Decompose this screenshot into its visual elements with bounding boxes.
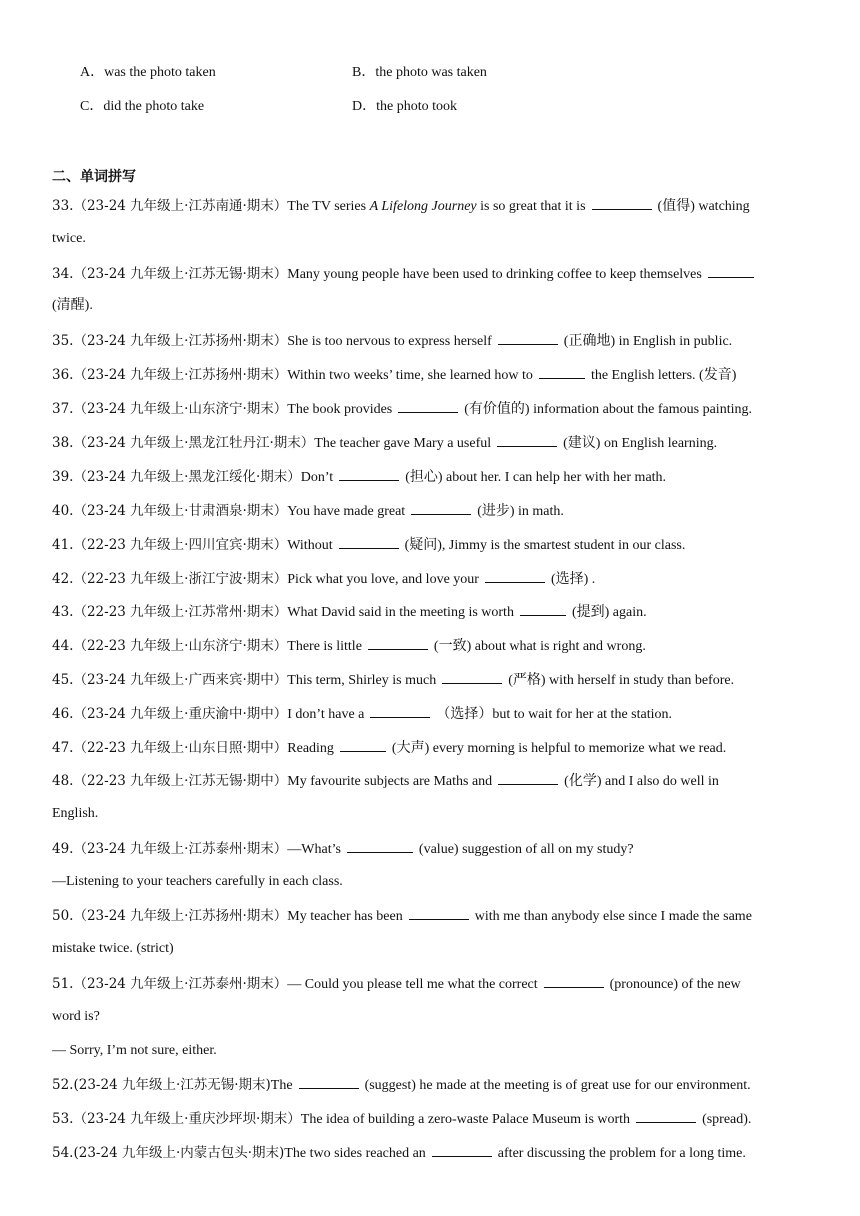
answer-blank[interactable] (347, 838, 413, 853)
question-33: 33.（23-24 九年级上·江苏南通·期末）The TV series A Lifelong Journey is so great that it is (值得) watching (52, 195, 750, 217)
question-34: 34.（23-24 九年级上·江苏无锡·期末）Many young people have been used to drinking coffee to keep themselves (52, 263, 760, 285)
question-source: 34.（23-24 九年级上·江苏无锡·期末） (52, 266, 288, 282)
question-48: 48.（22-23 九年级上·江苏无锡·期中）My favourite subjects are Maths and (化学) and I also do well in (52, 770, 719, 792)
option-c: C．did the photo take (80, 99, 205, 114)
option-a: A．was the photo taken (80, 65, 216, 80)
answer-blank[interactable] (411, 500, 471, 515)
answer-blank[interactable] (592, 195, 652, 210)
answer-blank[interactable] (339, 534, 399, 549)
question-34-cont: (清醒). (52, 298, 93, 313)
answer-blank[interactable] (409, 905, 469, 920)
answer-blank[interactable] (299, 1074, 359, 1089)
question-50-cont: mistake twice. (strict) (52, 941, 174, 956)
question-33-cont: twice. (52, 231, 86, 246)
series-title: A Lifelong Journey (369, 199, 477, 214)
section-title: 二、单词拼写 (52, 169, 136, 185)
question-41: 41.（22-23 九年级上·四川宜宾·期末）Without (疑问), Jimmy is the smartest student in our class. (52, 534, 685, 556)
answer-blank[interactable] (432, 1142, 492, 1157)
question-51-cont2: — Sorry, I’m not sure, either. (52, 1043, 217, 1058)
question-47: 47.（22-23 九年级上·山东日照·期中）Reading (大声) every morning is helpful to memorize what we read. (52, 737, 726, 759)
question-51-cont: word is? (52, 1009, 100, 1024)
option-b: B．the photo was taken (352, 65, 487, 80)
question-45: 45.（23-24 九年级上·广西来宾·期中）This term, Shirley is much (严格) with herself in study than before. (52, 669, 734, 691)
answer-blank[interactable] (340, 737, 386, 752)
answer-blank[interactable] (544, 973, 604, 988)
answer-blank[interactable] (498, 330, 558, 345)
question-37: 37.（23-24 九年级上·山东济宁·期末）The book provides (有价值的) information about the famous painting. (52, 398, 752, 420)
question-46: 46.（23-24 九年级上·重庆渝中·期中）I don’t have a （选择）but to wait for her at the station. (52, 703, 672, 725)
question-51: 51.（23-24 九年级上·江苏泰州·期末）— Could you please tell me what the correct (pronounce) of the new (52, 973, 741, 995)
question-source: 33.（23-24 九年级上·江苏南通·期末） (52, 198, 288, 214)
question-54: 54.(23-24 九年级上·内蒙古包头·期末)The two sides reached an after discussing the problem for a long time. (52, 1142, 746, 1164)
answer-blank[interactable] (368, 635, 428, 650)
answer-blank[interactable] (498, 770, 558, 785)
answer-blank[interactable] (497, 432, 557, 447)
question-39: 39.（23-24 九年级上·黑龙江绥化·期末）Don’t (担心) about her. I can help her with her math. (52, 466, 666, 488)
question-40: 40.（23-24 九年级上·甘肃酒泉·期末）You have made great (进步) in math. (52, 500, 564, 522)
question-35: 35.（23-24 九年级上·江苏扬州·期末）She is too nervous to express herself (正确地) in English in public. (52, 330, 732, 352)
question-50: 50.（23-24 九年级上·江苏扬州·期末）My teacher has been with me than anybody else since I made the same (52, 905, 752, 927)
answer-blank[interactable] (485, 568, 545, 583)
question-49-cont: —Listening to your teachers carefully in each class. (52, 874, 343, 889)
question-44: 44.（22-23 九年级上·山东济宁·期末）There is little (一致) about what is right and wrong. (52, 635, 646, 657)
question-42: 42.（22-23 九年级上·浙江宁波·期末）Pick what you love, and love your (选择) . (52, 568, 595, 590)
question-53: 53.（23-24 九年级上·重庆沙坪坝·期末）The idea of building a zero-waste Palace Museum is worth (spread). (52, 1108, 751, 1130)
answer-blank[interactable] (398, 398, 458, 413)
answer-blank[interactable] (520, 601, 566, 616)
question-36: 36.（23-24 九年级上·江苏扬州·期末）Within two weeks’ time, she learned how to the English letters. (发音) (52, 364, 736, 386)
question-38: 38.（23-24 九年级上·黑龙江牡丹江·期末）The teacher gave Mary a useful (建议) on English learning. (52, 432, 717, 454)
answer-blank[interactable] (636, 1108, 696, 1123)
question-49: 49.（23-24 九年级上·江苏泰州·期末）—What’s (value) suggestion of all on my study? (52, 838, 634, 860)
answer-blank[interactable] (442, 669, 502, 684)
option-d: D．the photo took (352, 99, 457, 114)
answer-blank[interactable] (339, 466, 399, 481)
answer-blank[interactable] (370, 703, 430, 718)
answer-blank[interactable] (708, 263, 754, 278)
answer-blank[interactable] (539, 364, 585, 379)
question-43: 43.（22-23 九年级上·江苏常州·期末）What David said in the meeting is worth (提到) again. (52, 601, 647, 623)
question-48-cont: English. (52, 806, 99, 821)
question-52: 52.(23-24 九年级上·江苏无锡·期末)The (suggest) he made at the meeting is of great use for our environment. (52, 1074, 751, 1096)
